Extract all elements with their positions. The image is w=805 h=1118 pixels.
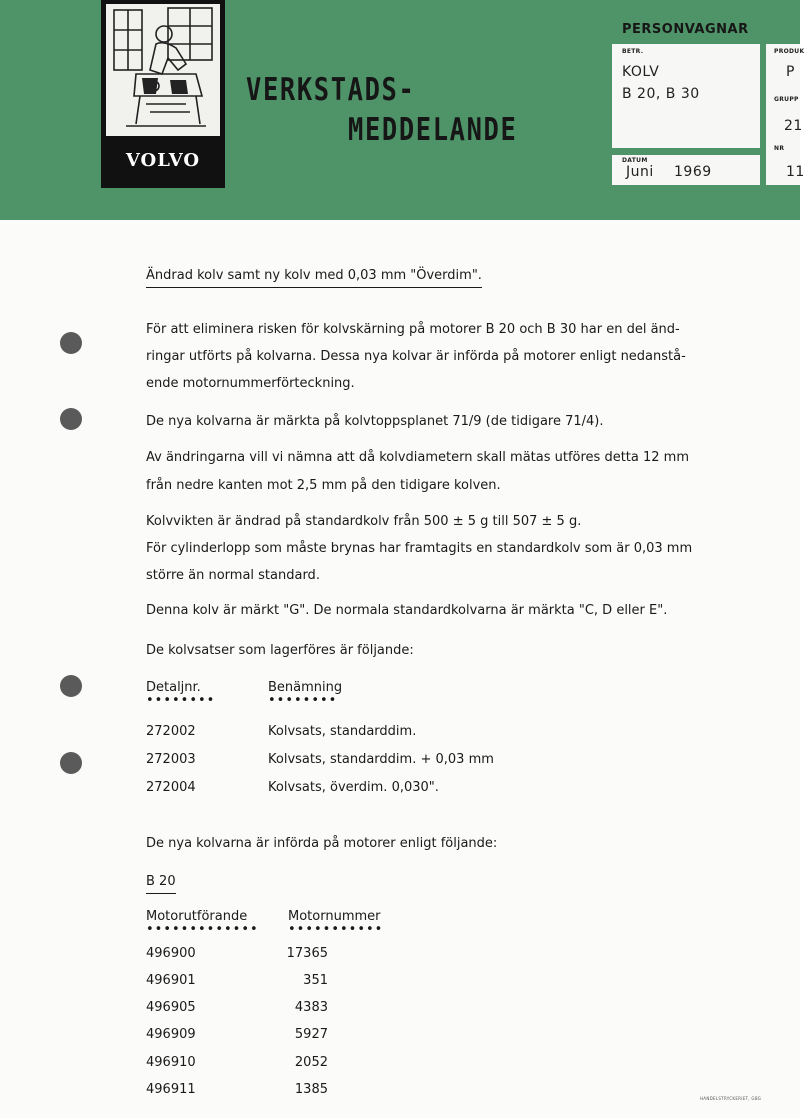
grupp-value: 21: [784, 118, 803, 134]
parts-col-dots: ••••••••: [146, 693, 216, 708]
parts-row-name: Kolvsats, standarddim.: [268, 724, 417, 739]
parts-col-header-detaljnr: Detaljnr.: [146, 680, 201, 695]
parts-row-name: Kolvsats, överdim. 0,030".: [268, 780, 439, 795]
printer-imprint: HANDELSTRYCKERIET, GBG: [700, 1096, 762, 1101]
parts-row-number: 272004: [146, 780, 196, 795]
engine-row-number: 17365: [286, 946, 328, 961]
mechanic-illustration: [106, 4, 220, 136]
nr-caption: NR: [774, 145, 785, 152]
datum-caption: DATUM: [622, 157, 648, 164]
produkt-caption: PRODUK: [774, 48, 805, 55]
heading: Ändrad kolv samt ny kolv med 0,03 mm "Överdim".: [146, 268, 482, 288]
punch-hole: [60, 675, 82, 697]
engine-row-variant: 496905: [146, 1000, 196, 1015]
grupp-caption: GRUPP: [774, 96, 799, 103]
parts-row-number: 272002: [146, 724, 196, 739]
engine-row-variant: 496910: [146, 1055, 196, 1070]
engine-row-variant: 496909: [146, 1027, 196, 1042]
date-month: Juni: [626, 164, 654, 180]
paragraph-1-line-2: ringar utförts på kolvarna. Dessa nya kolvar är införda på motorer enligt nedanstå-: [146, 349, 686, 364]
engines-col-header-utforande: Motorutförande: [146, 909, 248, 924]
parts-col-header-benamning: Benämning: [268, 680, 343, 695]
category-label: PERSONVAGNAR: [622, 22, 749, 37]
produkt-value: P: [786, 64, 795, 80]
engine-row-variant: 496900: [146, 946, 196, 961]
paragraph-2: De nya kolvarna är märkta på kolvtoppsplanet 71/9 (de tidigare 71/4).: [146, 414, 604, 429]
paragraph-3-line-2: från nedre kanten mot 2,5 mm på den tidigare kolven.: [146, 478, 501, 493]
engine-row-variant: 496901: [146, 973, 196, 988]
engines-col-dots: •••••••••••: [288, 922, 384, 937]
paragraph-3-line-1: Av ändringarna vill vi nämna att då kolvdiametern skall mätas utföres detta 12 mm: [146, 450, 689, 465]
punch-hole: [60, 752, 82, 774]
engine-row-number: 2052: [294, 1055, 328, 1070]
engines-intro: De nya kolvarna är införda på motorer enligt följande:: [146, 836, 498, 851]
brand-logo: VOLVO: [125, 150, 201, 171]
nr-value: 11: [786, 164, 805, 180]
engine-row-number: 351: [303, 973, 328, 988]
paragraph-4-line-2: För cylinderlopp som måste brynas har framtagits en standardkolv som är 0,03 mm: [146, 541, 693, 556]
parts-col-dots: ••••••••: [268, 693, 338, 708]
parts-row-number: 272003: [146, 752, 196, 767]
paragraph-4-line-1: Kolvvikten är ändrad på standardkolv från 500 ± 5 g till 507 ± 5 g.: [146, 514, 582, 529]
engines-col-dots: •••••••••••••: [146, 922, 259, 937]
punch-hole: [60, 332, 82, 354]
betr-caption: BETR.: [622, 48, 644, 55]
title-line-2: MEDDELANDE: [348, 112, 518, 148]
paragraph-1-line-3: ende motornummerförteckning.: [146, 376, 355, 391]
engine-row-number: 1385: [294, 1082, 328, 1097]
engine-section-title: B 20: [146, 874, 176, 894]
parts-row-name: Kolvsats, standarddim. + 0,03 mm: [268, 752, 494, 767]
engine-row-number: 4383: [294, 1000, 328, 1015]
paragraph-5: Denna kolv är märkt "G". De normala standardkolvarna är märkta "C, D eller E".: [146, 603, 668, 618]
punch-hole: [60, 408, 82, 430]
engine-row-variant: 496911: [146, 1082, 196, 1097]
engines-col-header-nummer: Motornummer: [288, 909, 381, 924]
subject-line-1: KOLV: [622, 64, 660, 80]
date-year: 1969: [674, 164, 712, 180]
paragraph-4-line-3: större än normal standard.: [146, 568, 320, 583]
subject-line-2: B 20, B 30: [622, 86, 700, 102]
paragraph-6: De kolvsatser som lagerföres är följande:: [146, 643, 414, 658]
paragraph-1-line-1: För att eliminera risken för kolvskärning på motorer B 20 och B 30 har en del änd-: [146, 322, 680, 337]
engine-row-number: 5927: [294, 1027, 328, 1042]
title-line-1: VERKSTADS-: [246, 72, 416, 108]
